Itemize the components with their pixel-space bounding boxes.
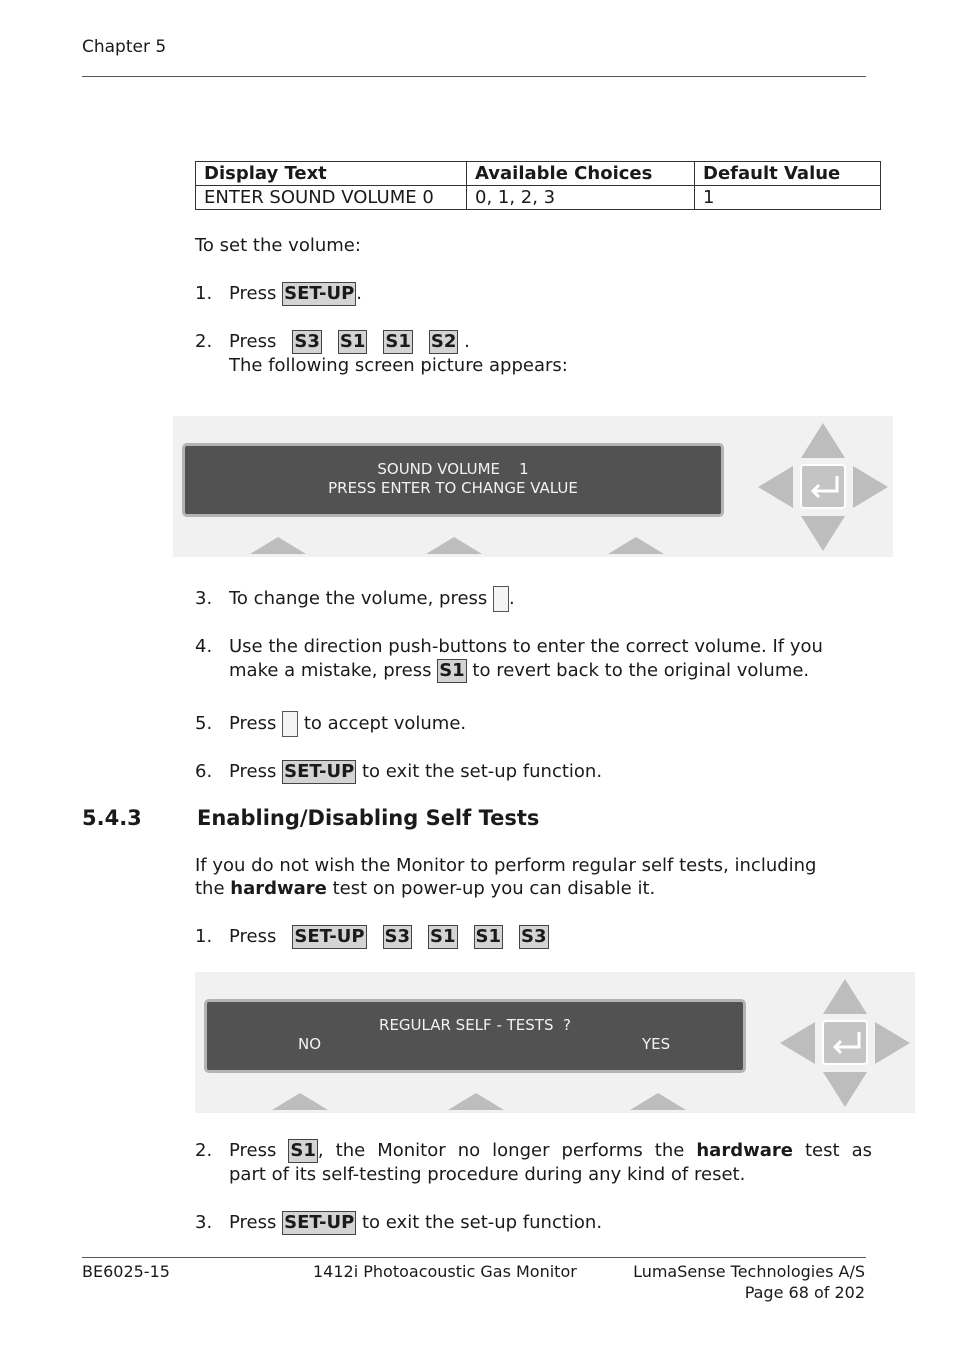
step-text: to accept volume. — [298, 713, 467, 734]
table-cell: 1 — [695, 186, 881, 210]
lcd-line-1: SOUND VOLUME 1 — [377, 460, 529, 478]
softkey-right-arrow-icon[interactable] — [608, 537, 664, 554]
volume-step-6 — [195, 760, 602, 784]
settings-table — [195, 161, 881, 210]
right-arrow-icon[interactable] — [875, 1022, 910, 1064]
panel-buttons-graphic — [173, 416, 893, 557]
softkey-right-arrow-icon[interactable] — [630, 1093, 686, 1110]
header-rule — [82, 76, 866, 77]
panel-buttons-graphic — [195, 972, 915, 1113]
enter-key-blank — [493, 586, 509, 612]
footer-product: 1412i Photoacoustic Gas Monitor — [313, 1262, 577, 1281]
step-text: to exit the set-up function. — [356, 761, 603, 782]
s1-key: S1 — [385, 331, 411, 352]
s3-key: S3 — [294, 331, 320, 352]
step-text: . — [356, 283, 363, 304]
step-text: Press — [229, 283, 283, 304]
paragraph-bold: hardware — [230, 878, 327, 899]
volume-step-1 — [195, 282, 362, 306]
selftest-step-1 — [195, 925, 549, 949]
step-text: to exit the set-up function. — [356, 1212, 603, 1233]
s3-key: S3 — [384, 926, 411, 947]
volume-step-4 — [195, 635, 823, 658]
step-text: Press — [229, 1140, 289, 1161]
s2-key: S2 — [430, 331, 457, 352]
step-number: 3. — [195, 1212, 213, 1233]
s1-key: S1 — [290, 1140, 316, 1161]
step-text: to revert back to the original volume. — [466, 660, 810, 681]
setup-key: SET-UP — [284, 1212, 355, 1233]
table-header-cell: Default Value — [695, 162, 881, 186]
lcd-line-1: REGULAR SELF - TESTS ? — [379, 1016, 571, 1034]
paragraph-text: test on power-up you can disable it. — [326, 878, 656, 899]
footer-doc-number: BE6025-15 — [82, 1262, 170, 1281]
softkey-left-arrow-icon[interactable] — [272, 1093, 328, 1110]
paragraph-text: the — [195, 878, 231, 899]
s3-key: S3 — [521, 926, 547, 947]
left-arrow-icon[interactable] — [780, 1022, 815, 1064]
display-panel-volume — [173, 416, 893, 557]
table-header-cell: Available Choices — [467, 162, 695, 186]
right-arrow-icon[interactable] — [853, 466, 888, 508]
down-arrow-icon[interactable] — [823, 1072, 867, 1107]
step-number: 2. — [195, 1140, 213, 1161]
volume-step-5 — [195, 711, 466, 737]
s1-key: S1 — [430, 926, 456, 947]
lcd-option-no: NO — [298, 1035, 322, 1053]
step-number: 1. — [195, 926, 213, 947]
softkey-middle-arrow-icon[interactable] — [448, 1093, 504, 1110]
lcd-option-yes: YES — [642, 1035, 671, 1053]
table-row — [196, 186, 881, 210]
step-text: Press — [229, 761, 283, 782]
step-number: 4. — [195, 636, 213, 657]
step-text: test as — [792, 1140, 872, 1161]
footer-company: LumaSense Technologies A/S — [633, 1262, 865, 1281]
step-text: Press — [229, 926, 277, 947]
step-number: 6. — [195, 761, 213, 782]
setup-key: SET-UP — [284, 283, 355, 304]
section-paragraph-line-1: If you do not wish the Monitor to perform regular self tests, including — [195, 855, 817, 876]
chapter-header: Chapter 5 — [82, 37, 167, 57]
step-text: Press — [229, 331, 277, 352]
volume-step-2-note: The following screen picture appears: — [229, 355, 568, 376]
step-number: 3. — [195, 588, 213, 609]
volume-intro: To set the volume: — [195, 235, 361, 256]
step-text: . — [464, 331, 470, 352]
volume-step-4-cont — [229, 659, 809, 683]
step-number: 1. — [195, 283, 213, 304]
step-text: , the Monitor no longer performs the — [317, 1140, 697, 1161]
setup-key: SET-UP — [294, 926, 365, 947]
step-text: Press — [229, 713, 283, 734]
volume-step-3 — [195, 586, 515, 612]
footer-rule — [82, 1257, 866, 1258]
step-text: Press — [229, 1212, 283, 1233]
up-arrow-icon[interactable] — [823, 979, 867, 1014]
selftest-step-2-cont: part of its self-testing procedure during any kind of reset. — [229, 1164, 746, 1185]
table-cell: ENTER SOUND VOLUME 0 — [196, 186, 467, 210]
softkey-left-arrow-icon[interactable] — [250, 537, 306, 554]
volume-step-2 — [195, 330, 470, 354]
step-text: To change the volume, press — [229, 588, 494, 609]
setup-key: SET-UP — [284, 761, 355, 782]
enter-key-blank — [282, 711, 298, 737]
softkey-middle-arrow-icon[interactable] — [426, 537, 482, 554]
left-arrow-icon[interactable] — [758, 466, 793, 508]
table-header-row — [196, 162, 881, 186]
display-panel-selftest — [195, 972, 915, 1113]
footer-page-number: Page 68 of 202 — [744, 1283, 865, 1302]
selftest-step-3 — [195, 1211, 602, 1235]
step-number: 2. — [195, 331, 213, 352]
s1-key: S1 — [339, 331, 366, 352]
section-number: 5.4.3 — [82, 806, 142, 830]
up-arrow-icon[interactable] — [801, 423, 845, 458]
s1-key: S1 — [439, 660, 465, 681]
section-paragraph-line-2 — [195, 877, 655, 900]
step-text: . — [509, 588, 515, 609]
step-text: make a mistake, press — [229, 660, 438, 681]
section-title: Enabling/Disabling Self Tests — [197, 806, 540, 830]
table-header-cell: Display Text — [196, 162, 467, 186]
down-arrow-icon[interactable] — [801, 516, 845, 551]
selftest-step-2 — [195, 1139, 872, 1163]
step-number: 5. — [195, 713, 213, 734]
lcd-line-2: PRESS ENTER TO CHANGE VALUE — [328, 479, 578, 497]
step-bold: hardware — [696, 1140, 793, 1161]
step-text: Use the direction push-buttons to enter the correct volume. If you — [229, 636, 823, 657]
table-cell: 0, 1, 2, 3 — [467, 186, 695, 210]
s1-key: S1 — [475, 926, 502, 947]
